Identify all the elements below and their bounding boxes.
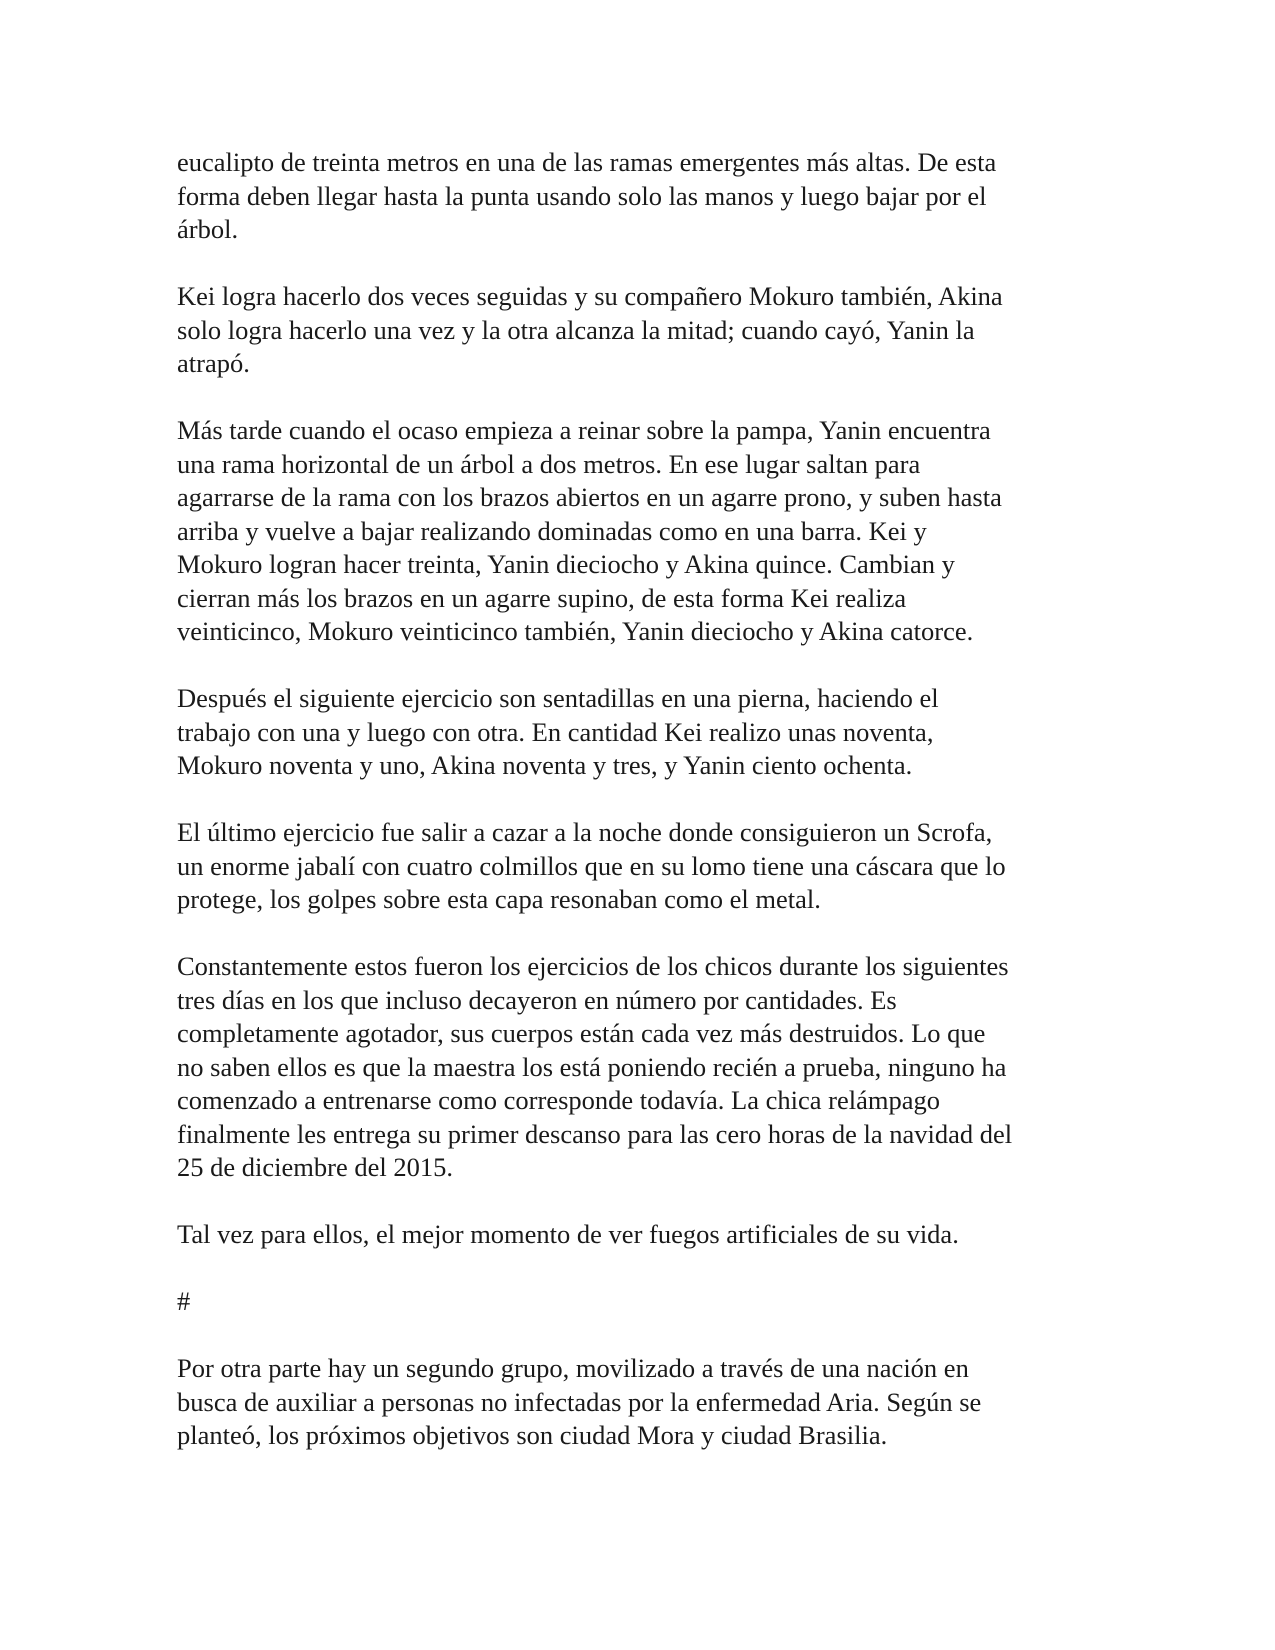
text-line: Por otra parte hay un segundo grupo, movilizado a través de una nación en xyxy=(177,1353,969,1383)
text-line: cierran más los brazos en un agarre supino, de esta forma Kei realiza xyxy=(177,582,907,613)
text-line: Más tarde cuando el ocaso empieza a reinar sobre la pampa, Yanin encuentra xyxy=(177,415,991,445)
text-line: Después el siguiente ejercicio son sentadillas en una pierna, haciendo el xyxy=(177,683,939,713)
paragraph xyxy=(177,682,1107,783)
text-line: comenzado a entrenarse como corresponde todavía. La chica relámpago xyxy=(177,1085,940,1115)
text-line: Tal vez para ellos, el mejor momento de ver fuegos artificiales de su vida. xyxy=(177,1219,959,1249)
paragraph xyxy=(177,280,1107,381)
page-body xyxy=(177,146,1107,1486)
text-line: agarrarse de la rama con los brazos abiertos en un agarre prono, y suben hasta xyxy=(177,482,1002,512)
text-line: finalmente les entrega su primer descanso para las cero horas de la navidad del xyxy=(177,1118,1013,1149)
text-line: una rama horizontal de un árbol a dos metros. En ese lugar saltan para xyxy=(177,448,921,479)
text-line: Mokuro logran hacer treinta, Yanin dieciocho y Akina quince. Cambian y xyxy=(177,549,955,579)
paragraph xyxy=(177,1352,1107,1453)
text-line: no saben ellos es que la maestra los está poniendo recién a prueba, ninguno ha xyxy=(177,1051,1007,1082)
text-line: # xyxy=(177,1286,191,1316)
text-line: un enorme jabalí con cuatro colmillos que en su lomo tiene una cáscara que lo xyxy=(177,850,1006,881)
section-break xyxy=(177,1285,1107,1319)
paragraph xyxy=(177,414,1107,649)
text-line: completamente agotador, sus cuerpos están cada vez más destruidos. Lo que xyxy=(177,1018,986,1048)
text-line: árbol. xyxy=(177,214,239,244)
paragraph xyxy=(177,1218,1107,1252)
text-line: trabajo con una y luego con otra. En cantidad Kei realizo unas noventa, xyxy=(177,716,934,747)
text-line: veinticinco, Mokuro veinticinco también, Yanin dieciocho y Akina catorce. xyxy=(177,616,974,646)
text-line: 25 de diciembre del 2015. xyxy=(177,1152,453,1182)
text-line: forma deben llegar hasta la punta usando solo las manos y luego bajar por el xyxy=(177,180,987,211)
paragraph xyxy=(177,950,1107,1185)
paragraph xyxy=(177,146,1107,247)
text-line: arriba y vuelve a bajar realizando dominadas como en una barra. Kei y xyxy=(177,515,927,546)
text-line: Kei logra hacerlo dos veces seguidas y su compañero Mokuro también, Akina xyxy=(177,281,1003,311)
text-line: protege, los golpes sobre esta capa resonaban como el metal. xyxy=(177,884,821,914)
text-line: atrapó. xyxy=(177,348,250,378)
text-line: busca de auxiliar a personas no infectadas por la enfermedad Aria. Según se xyxy=(177,1386,982,1417)
text-line: planteó, los próximos objetivos son ciudad Mora y ciudad Brasilia. xyxy=(177,1420,888,1450)
text-line: tres días en los que incluso decayeron en número por cantidades. Es xyxy=(177,984,897,1015)
text-line: Constantemente estos fueron los ejercicios de los chicos durante los siguientes xyxy=(177,951,1009,981)
paragraph xyxy=(177,816,1107,917)
text-line: eucalipto de treinta metros en una de las ramas emergentes más altas. De esta xyxy=(177,147,997,177)
text-line: Mokuro noventa y uno, Akina noventa y tres, y Yanin ciento ochenta. xyxy=(177,750,913,780)
text-line: solo logra hacerlo una vez y la otra alcanza la mitad; cuando cayó, Yanin la xyxy=(177,314,975,345)
text-line: El último ejercicio fue salir a cazar a la noche donde consiguieron un Scrofa, xyxy=(177,817,993,847)
